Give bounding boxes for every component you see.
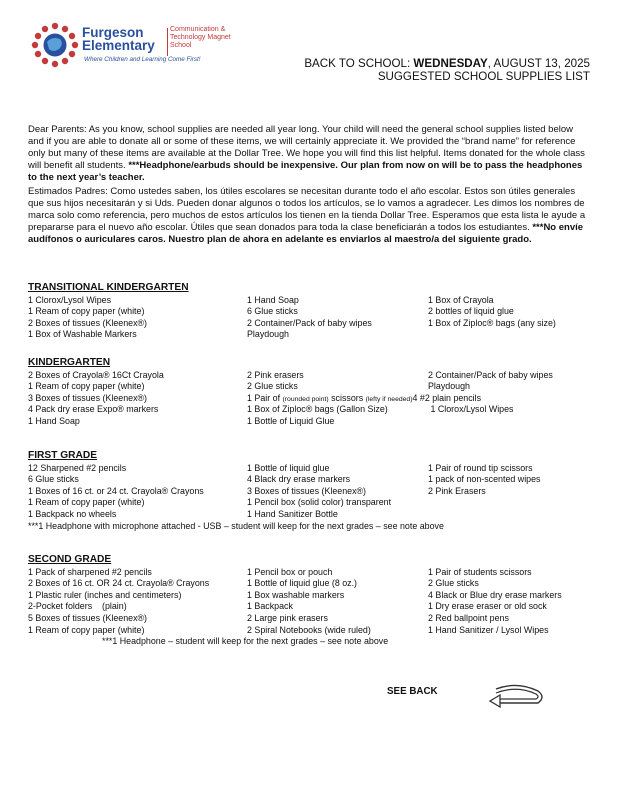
title-subtitle: SUGGESTED SCHOOL SUPPLIES LIST — [377, 70, 590, 83]
supply-row — [28, 509, 598, 521]
section-heading: SECOND GRADE — [28, 554, 112, 565]
curved-arrow-icon — [486, 683, 548, 713]
school-tagline: Where Children and Learning Come First! — [84, 56, 201, 63]
supply-row — [28, 625, 598, 637]
supply-item: 1 Dry erase eraser or old sock — [428, 601, 547, 612]
supply-item: 1 Box of Crayola — [428, 294, 494, 305]
supply-item: 4 #2 plain pencils — [412, 392, 482, 403]
intro-english-bold: ***Headphone/earbuds should be inexpensive. Our plan from now on will be to pass the headphones to the next year’s teacher. — [28, 160, 583, 183]
school-logo-icon — [30, 22, 80, 68]
scissors-rounded-point: (rounded point) — [282, 395, 329, 403]
headphone-note: ***1 Headphone with microphone attached - USB – student will keep for the next grades – see note above — [28, 520, 444, 531]
supply-item: 4 Black dry erase markers — [247, 474, 351, 485]
supply-item: 1 Bottle of liquid glue — [247, 462, 330, 473]
section-first-grade — [28, 450, 598, 532]
supply-item: 1 Plastic ruler (inches and centimeters) — [28, 589, 182, 600]
scissors-prefix: 1 Pair of — [247, 392, 283, 403]
see-back-label: SEE BACK — [387, 686, 438, 697]
supply-item: 1 Ream of copy paper (white) — [28, 624, 145, 635]
supply-item: 2 Red ballpoint pens — [428, 612, 509, 623]
supply-item: 1 Box of Ziploc® bags (any size) — [428, 317, 556, 328]
supply-row — [28, 404, 598, 416]
supply-item: 1 pack of non-scented wipes — [428, 474, 541, 485]
supply-item: 12 Sharpened #2 pencils — [28, 462, 127, 473]
supply-item: 1 Box washable markers — [247, 589, 345, 600]
supply-row — [28, 474, 598, 486]
school-name — [82, 26, 155, 52]
supply-item: 2 Boxes of Crayola® 16Ct Crayola — [28, 369, 164, 380]
title-prefix: BACK TO SCHOOL: — [304, 57, 414, 70]
supply-item: 1 Backpack — [247, 601, 293, 612]
school-subtitle-line1: Communication & — [170, 26, 226, 33]
title-line — [304, 57, 590, 70]
supply-item: 1 Bottle of liquid glue (8 oz.) — [247, 578, 358, 589]
supply-item: 2-Pocket folders (plain) — [28, 601, 127, 612]
supply-row — [28, 590, 598, 602]
supply-item: 1 Pencil box (solid color) transparent — [247, 497, 392, 508]
supply-item: 1 Hand Soap — [247, 294, 299, 305]
supply-item: 1 Bottle of Liquid Glue — [247, 415, 335, 426]
supply-item: 2 Pink erasers — [247, 369, 304, 380]
supply-row — [28, 416, 598, 428]
supply-item: 2 Large pink erasers — [247, 612, 328, 623]
supply-item: 2 Spiral Notebooks (wide ruled) — [247, 624, 371, 635]
supply-item: 2 Glue sticks — [247, 381, 298, 392]
supply-item: 1 Ream of copy paper (white) — [28, 306, 145, 317]
supply-item: 6 Glue sticks — [247, 306, 298, 317]
document-title — [304, 57, 590, 83]
intro-english — [28, 124, 586, 184]
supply-row — [28, 295, 598, 307]
supply-item: 3 Boxes of tissues (Kleenex®) — [28, 392, 148, 403]
supply-item: 1 Pack of sharpened #2 pencils — [28, 566, 152, 577]
title-day: WEDNESDAY — [413, 57, 488, 70]
supply-item: 2 Pink Erasers — [428, 485, 486, 496]
supply-item: Playdough — [247, 329, 289, 340]
supply-row — [28, 578, 598, 590]
supply-row — [28, 306, 598, 318]
school-name-line1: Furgeson — [82, 25, 144, 40]
section-transitional-kindergarten — [28, 282, 598, 341]
section-heading: TRANSITIONAL KINDERGARTEN — [28, 282, 189, 293]
supply-row — [28, 329, 598, 341]
school-subtitle — [170, 26, 231, 50]
supply-item: 1 Pair of students scissors — [428, 566, 532, 577]
supply-item: 1 Ream of copy paper (white) — [28, 381, 145, 392]
school-name-line2: Elementary — [82, 38, 155, 53]
supply-item: 3 Boxes of tissues (Kleenex®) — [247, 485, 367, 496]
supply-item: 4 Black or Blue dry erase markers — [428, 589, 562, 600]
intro-spanish — [28, 186, 586, 246]
supply-item: 1 Pair of round tip scissors — [428, 462, 533, 473]
supply-row — [28, 318, 598, 330]
supply-item: 1 Hand Sanitizer / Lysol Wipes — [428, 624, 549, 635]
intro-english-text: Dear Parents: As you know, school supplies are needed all year long. Your child will need the general school supplies listed below and if you are able to donate all or some of these items, we will certainly appreciate it. We provided the “brand name” for reference only but many of these items are available at the Dollar Tree. We hope you will find this list helpful. Items donated for the whole class will benefit all students. — [28, 124, 585, 171]
supply-item: 1 Clorox/Lysol Wipes — [428, 404, 514, 415]
supply-row — [28, 486, 598, 498]
supply-row — [28, 370, 598, 382]
supply-row — [28, 613, 598, 625]
supply-item: 1 Box of Washable Markers — [28, 329, 137, 340]
supply-item: 2 bottles of liquid glue — [428, 306, 514, 317]
supply-row — [28, 393, 598, 405]
section-heading: KINDERGARTEN — [28, 357, 111, 368]
supply-item: 2 Container/Pack of baby wipes — [247, 317, 372, 328]
section-kindergarten — [28, 357, 598, 428]
section-second-grade — [28, 554, 598, 648]
supply-item: 2 Boxes of tissues (Kleenex®) — [28, 317, 148, 328]
supply-row — [28, 463, 598, 475]
supply-row — [28, 601, 598, 613]
supply-row — [28, 567, 598, 579]
section-heading: FIRST GRADE — [28, 450, 98, 461]
scissors-lefty-note: (lefty if needed) — [365, 395, 413, 403]
title-date: , AUGUST 13, 2025 — [487, 57, 590, 70]
supply-item: Playdough — [428, 381, 470, 392]
supply-item: 1 Backpack no wheels — [28, 508, 117, 519]
supply-item: 6 Glue sticks — [28, 474, 79, 485]
supply-item: 4 Pack dry erase Expo® markers — [28, 404, 159, 415]
supply-item: 1 Hand Soap — [28, 415, 80, 426]
logo-divider — [167, 28, 168, 56]
supply-item: 2 Container/Pack of baby wipes — [428, 369, 553, 380]
intro-spanish-bold: ***No envíe audífonos o auriculares caros. Nuestro plan de ahora en adelante es enviarlos al maestro/a del siguiente grado. — [28, 222, 584, 245]
supply-item: 1 Box of Ziploc® bags (Gallon Size) — [247, 404, 388, 415]
supply-item: 5 Boxes of tissues (Kleenex®) — [28, 612, 148, 623]
intro-spanish-text: Estimados Padres: Como ustedes saben, los útiles escolares se necesitan durante todo el año escolar. Estos son útiles generales que sus hijos necesitarán y si Uds. Pueden donar algunos o todos los artículos, se lo vamos a agradecer. Les dimos los nombres de marca solo como referencia, pero muchos de estos artículos los tienen en la tienda Dollar Tree. Esperamos que esta lista le ayude a prepararse para el nuevo año escolar. Útiles que sean donados para toda la clase beneficiarán a todos los estudiantes. — [28, 186, 586, 233]
headphone-note: ***1 Headphone – student will keep for the next grades – see note above — [102, 636, 389, 647]
supply-item: 1 Hand Sanitizer Bottle — [247, 508, 338, 519]
school-subtitle-line3: School — [170, 42, 192, 49]
supply-item: 1 Pencil box or pouch — [247, 566, 333, 577]
school-subtitle-line2: Technology Magnet — [170, 34, 231, 41]
supply-item: 1 Ream of copy paper (white) — [28, 497, 145, 508]
supply-item: 2 Boxes of 16 ct. OR 24 ct. Crayola® Crayons — [28, 578, 210, 589]
supply-item: 2 Glue sticks — [428, 578, 479, 589]
scissors-label: scissors — [328, 392, 366, 403]
school-logo — [30, 22, 240, 68]
supply-row — [28, 497, 598, 509]
supply-item: 1 Clorox/Lysol Wipes — [28, 294, 112, 305]
supply-row — [28, 381, 598, 393]
supply-item: 1 Boxes of 16 ct. or 24 ct. Crayola® Crayons — [28, 485, 204, 496]
